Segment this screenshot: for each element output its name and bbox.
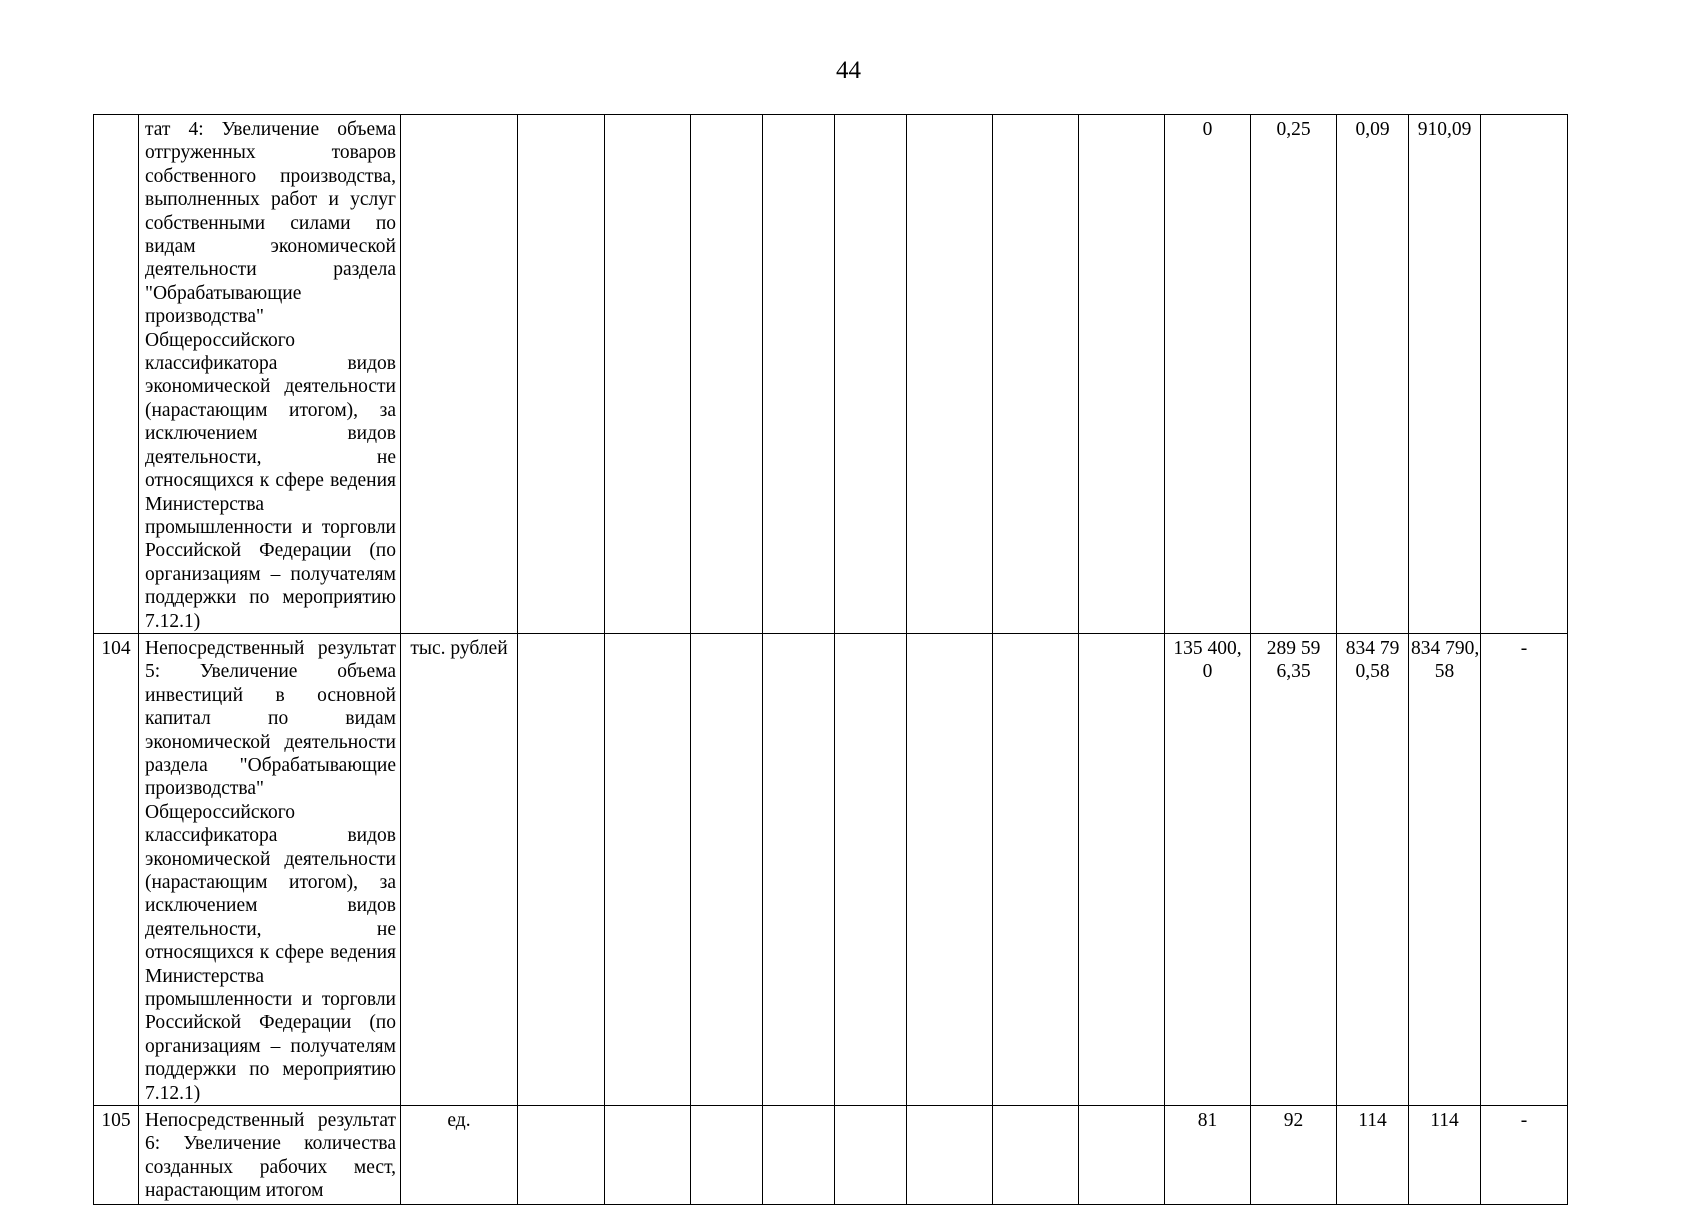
value-cell-3 [1337,1106,1409,1205]
empty-cell [518,115,605,634]
value-line: 114 [1358,1110,1387,1132]
indicator-description-cell: Непосредственный результат 6: Увеличение количества созданных рабочих мест, нарастающим итогом [139,1106,401,1205]
indicator-description-cell: Непосредственный результат 5: Увеличение объема инвестиций в основной капитал по видам экономической деятельности раздела "Обрабатывающие производства" Общероссийского классификатора видов экономической деятельности (нарастающим итогом), за исключением видов деятельности, не относящихся к сфере ведения Министерства промышленности и торговли Российской Федерации (по организациям – получателям поддержки по мероприятию 7.12.1) [139,633,401,1105]
value-line: 58 [1434,661,1455,683]
value-cell-5 [1481,115,1568,634]
empty-cell [1079,633,1165,1105]
empty-cell [605,115,691,634]
indicator-description-cell: тат 4: Увеличение объема отгруженных товаров собственного производства, выполненных работ и услуг собственными силами по видам экономической деятельности раздела "Обрабатывающие производства" Общероссийского классификатора видов экономической деятельности (нарастающим итогом), за исключением видов деятельности, не относящихся к сфере ведения Министерства промышленности и торговли Российской Федерации (по организациям – получателям поддержки по мероприятию 7.12.1) [139,115,401,634]
value-line: 92 [1283,1110,1304,1132]
value-cell-2 [1251,1106,1337,1205]
unit-cell: тыс. рублей [401,633,518,1105]
empty-cell [835,115,907,634]
empty-cell [993,633,1079,1105]
empty-cell [763,1106,835,1205]
empty-cell [835,633,907,1105]
empty-cell [518,633,605,1105]
value-line: 834 790, [1411,637,1480,659]
table-row [94,633,1656,1105]
value-line: 289 59 [1266,637,1321,659]
value-cell-4 [1409,633,1481,1105]
table-row [94,1106,1656,1205]
value-line: 0 [1202,119,1213,140]
value-cell-5: - [1481,633,1568,1105]
row-number-cell: 104 [94,633,139,1105]
value-line: 6,35 [1276,661,1311,683]
table-row [94,115,1656,634]
value-line: 135 400, [1173,637,1242,659]
row-number-cell: 105 [94,1106,139,1205]
empty-cell [1079,1106,1165,1205]
empty-cell [691,633,763,1105]
empty-cell [993,1106,1079,1205]
empty-cell [993,115,1079,634]
empty-cell [605,633,691,1105]
value-cell-1 [1165,1106,1251,1205]
empty-cell [1079,115,1165,634]
value-line: 0,09 [1355,119,1390,140]
unit-cell: ед. [401,1106,518,1205]
empty-cell [518,1106,605,1205]
value-cell-2 [1251,633,1337,1105]
unit-cell [401,115,518,634]
empty-cell [907,115,993,634]
value-cell-5: - [1481,1106,1568,1205]
empty-cell [763,115,835,634]
value-line: 81 [1197,1110,1218,1132]
value-cell-2 [1251,115,1337,634]
value-cell-1 [1165,633,1251,1105]
value-line: 910,09 [1417,119,1472,140]
value-cell-4 [1409,115,1481,634]
value-cell-4 [1409,1106,1481,1205]
value-cell-1 [1165,115,1251,634]
value-line: 114 [1430,1110,1459,1132]
value-line: 0,25 [1276,119,1311,140]
value-line: 0,58 [1355,661,1390,683]
empty-cell [605,1106,691,1205]
empty-cell [907,633,993,1105]
indicators-table [93,114,1656,1205]
empty-cell [907,1106,993,1205]
value-line: 834 79 [1345,637,1400,659]
empty-cell [763,633,835,1105]
value-cell-3 [1337,633,1409,1105]
empty-cell [691,1106,763,1205]
empty-cell [691,115,763,634]
value-line: 0 [1202,661,1213,683]
empty-cell [835,1106,907,1205]
row-number-cell [94,115,139,634]
value-cell-3 [1337,115,1409,634]
page-number: 44 [836,57,861,84]
